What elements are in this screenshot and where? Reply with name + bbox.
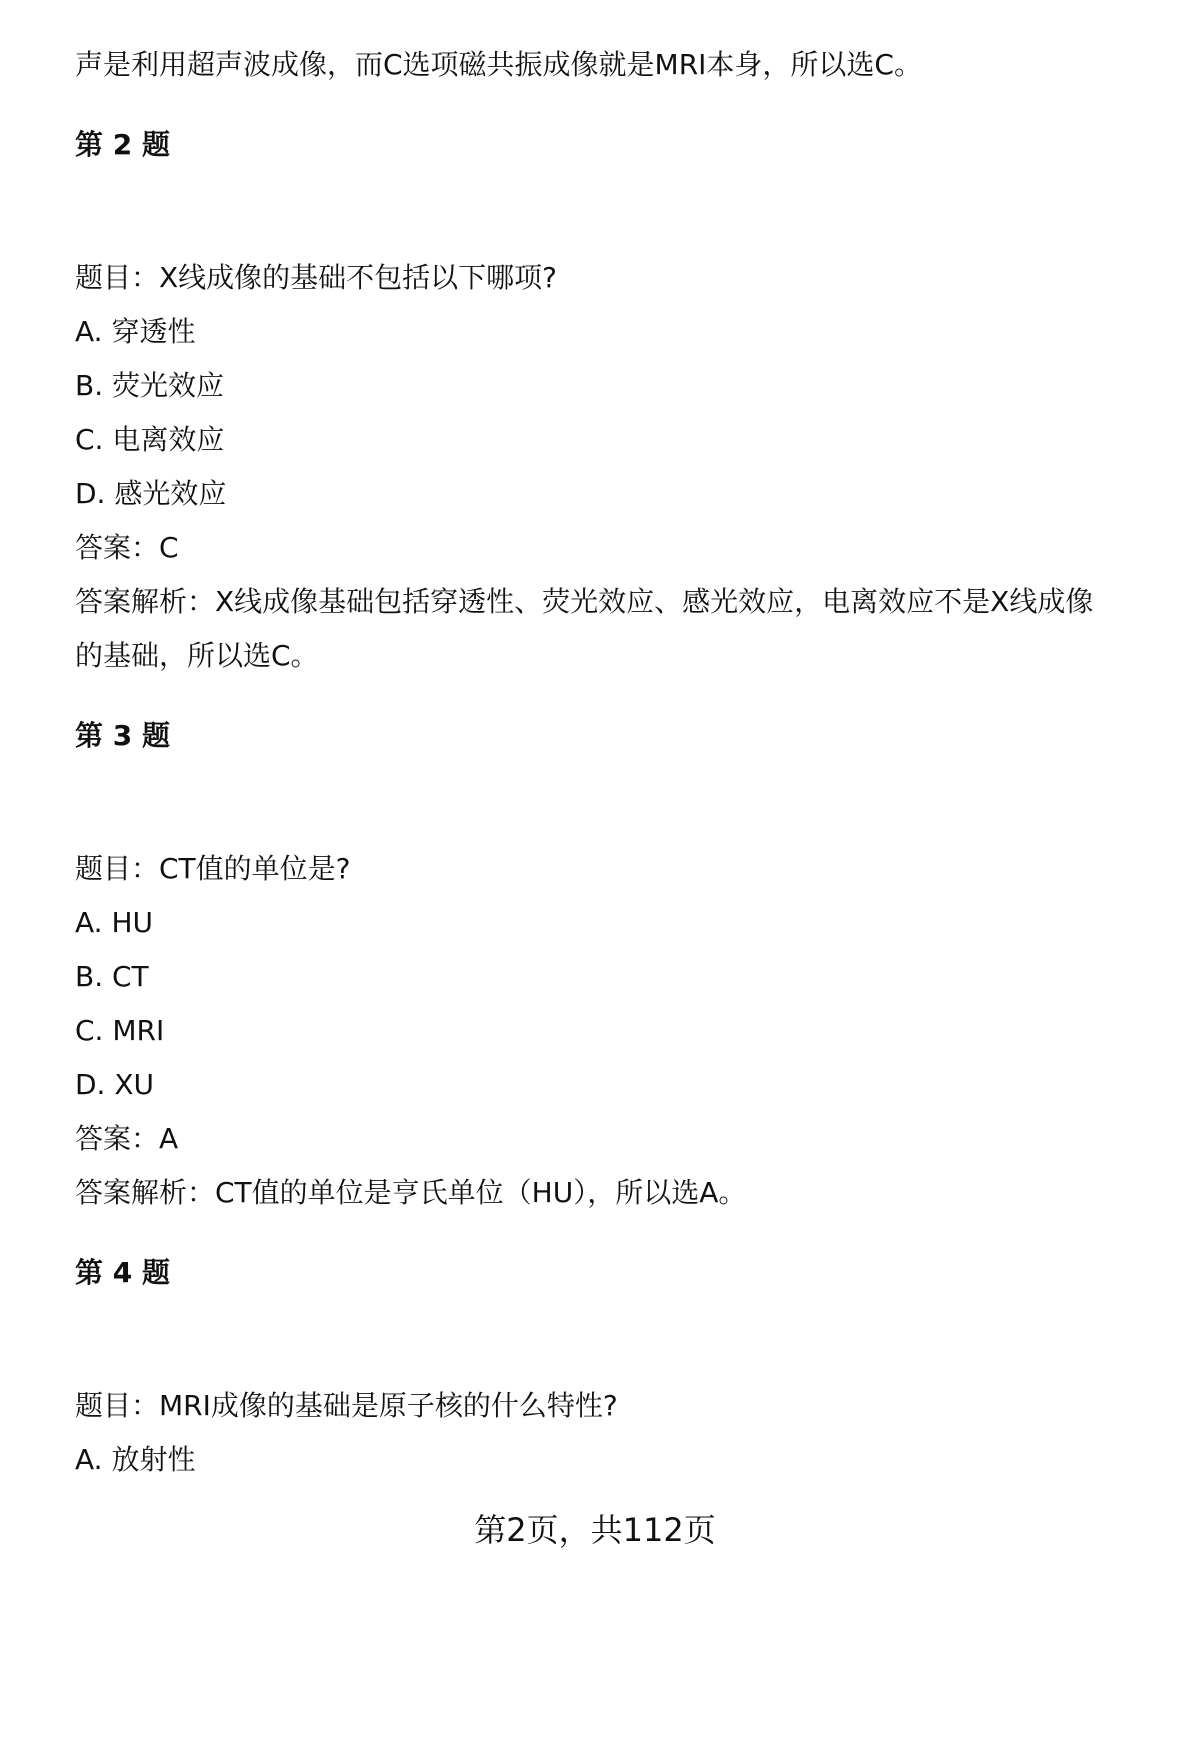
- question-3-answer: 答案：A: [75, 1122, 179, 1155]
- page-number-footer: 第2页，共112页: [474, 1511, 716, 1549]
- question-2-option-a: A. 穿透性: [75, 315, 196, 348]
- question-3-explanation-line-1: 答案解析：CT值的单位是亨氏单位（HU），所以选A。: [75, 1176, 747, 1209]
- question-3-option-a: A. HU: [75, 906, 154, 939]
- question-2-answer: 答案：C: [75, 531, 179, 564]
- question-2-option-c: C. 电离效应: [75, 423, 225, 456]
- question-2-option-d: D. 感光效应: [75, 477, 227, 510]
- previous-explanation-continuation: 声是利用超声波成像，而C选项磁共振成像就是MRI本身，所以选C。: [75, 48, 922, 81]
- question-4-stem: 题目：MRI成像的基础是原子核的什么特性?: [75, 1389, 618, 1422]
- question-2-option-b: B. 荧光效应: [75, 369, 225, 402]
- question-3-stem: 题目：CT值的单位是?: [75, 852, 351, 885]
- question-2-stem: 题目：X线成像的基础不包括以下哪项?: [75, 261, 558, 294]
- question-3-option-b: B. CT: [75, 960, 149, 993]
- question-3-option-d: D. XU: [75, 1068, 155, 1101]
- question-2-heading: 第 2 题: [75, 128, 170, 161]
- question-4-option-a: A. 放射性: [75, 1443, 196, 1476]
- question-3-option-c: C. MRI: [75, 1014, 165, 1047]
- question-4-heading: 第 4 题: [75, 1256, 170, 1289]
- question-2-explanation-line-1: 答案解析：X线成像基础包括穿透性、荧光效应、感光效应，电离效应不是X线成像: [75, 585, 1094, 618]
- question-2-explanation-line-2: 的基础，所以选C。: [75, 639, 319, 672]
- question-3-heading: 第 3 题: [75, 719, 170, 752]
